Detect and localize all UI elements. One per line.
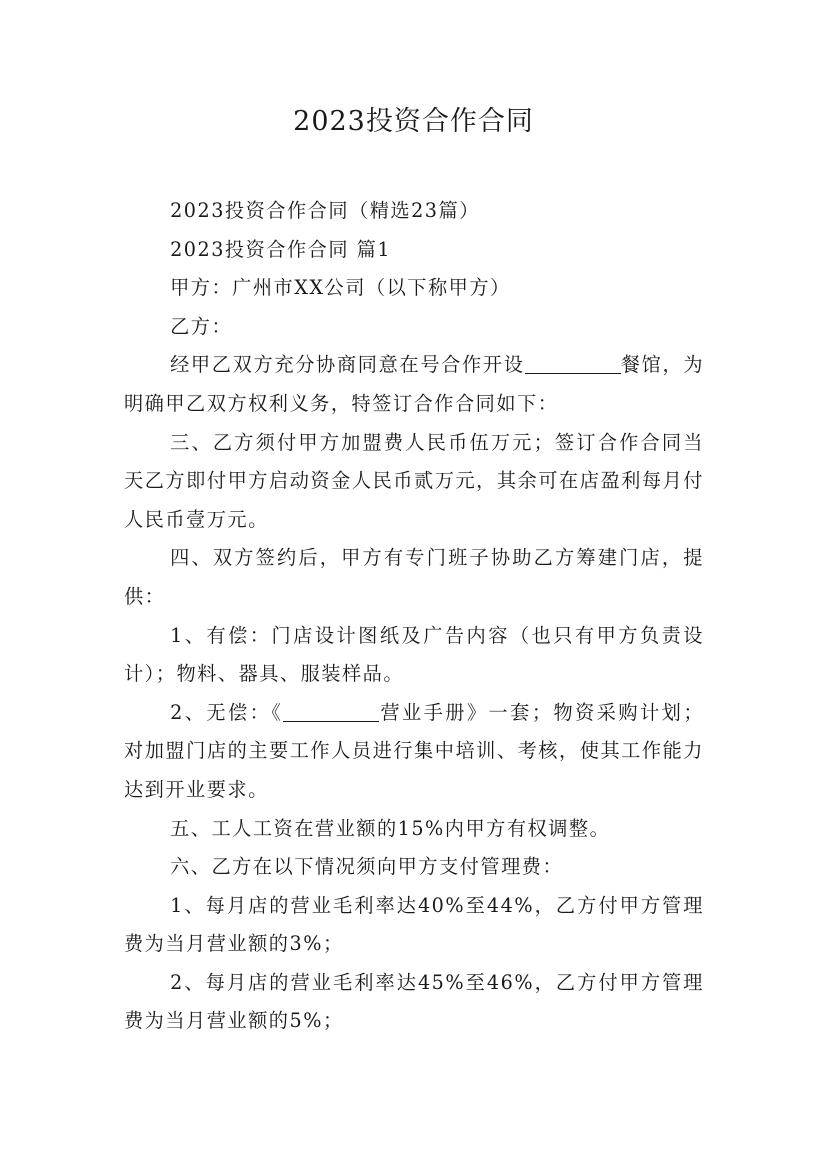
paragraph-clause-6: 六、乙方在以下情况须向甲方支付管理费： (170, 855, 564, 879)
paragraph-party-a: 甲方：广州市XX公司（以下称甲方） (170, 276, 511, 300)
item-2-text-before: 2、无偿：《 (170, 700, 284, 724)
document-body (124, 192, 704, 1041)
paragraph-clause-3: 三、乙方须付甲方加盟费人民币伍万元；签订合作合同当天乙方即付甲方启动资金人民币贰万元，其余可在店盈利每月付人民币壹万元。 (124, 430, 704, 531)
paragraph-clause-4-item-1: 1、有偿：门店设计图纸及广告内容（也只有甲方负责设计）；物料、器具、服装样品。 (124, 623, 704, 686)
fill-in-blank-restaurant (525, 354, 621, 374)
paragraph-section-heading: 2023投资合作合同 篇1 (170, 237, 392, 261)
preamble-text-before: 经甲乙双方充分协商同意在号合作开设 (170, 353, 525, 377)
paragraph-party-b: 乙方： (170, 314, 233, 338)
paragraph-clause-5: 五、工人工资在营业额的15%内甲方有权调整。 (170, 816, 611, 840)
paragraph-clause-6-item-1: 1、每月店的营业毛利率达40%至44%，乙方付甲方管理费为当月营业额的3%； (124, 893, 704, 956)
fill-in-blank-manual (283, 701, 379, 721)
paragraph-clause-4: 四、双方签约后，甲方有专门班子协助乙方筹建门店，提供： (124, 546, 704, 608)
preamble-text-after: 餐馆，为明确甲乙双方权利义务，特签订合作合同如下： (124, 353, 705, 415)
document-title: 2023投资合作合同 (293, 106, 534, 137)
paragraph-subtitle: 2023投资合作合同（精选23篇） (170, 199, 480, 222)
paragraph-preamble (124, 346, 704, 423)
paragraph-clause-4-item-2 (124, 694, 704, 810)
item-2-text-after: 营业手册》一套；物资采购计划；对加盟门店的主要工作人员进行集中培训、考核，使其工作能力达到开业要求。 (124, 700, 705, 801)
paragraph-clause-6-item-2: 2、每月店的营业毛利率达45%至46%，乙方付甲方管理费为当月营业额的5%； (124, 970, 704, 1033)
